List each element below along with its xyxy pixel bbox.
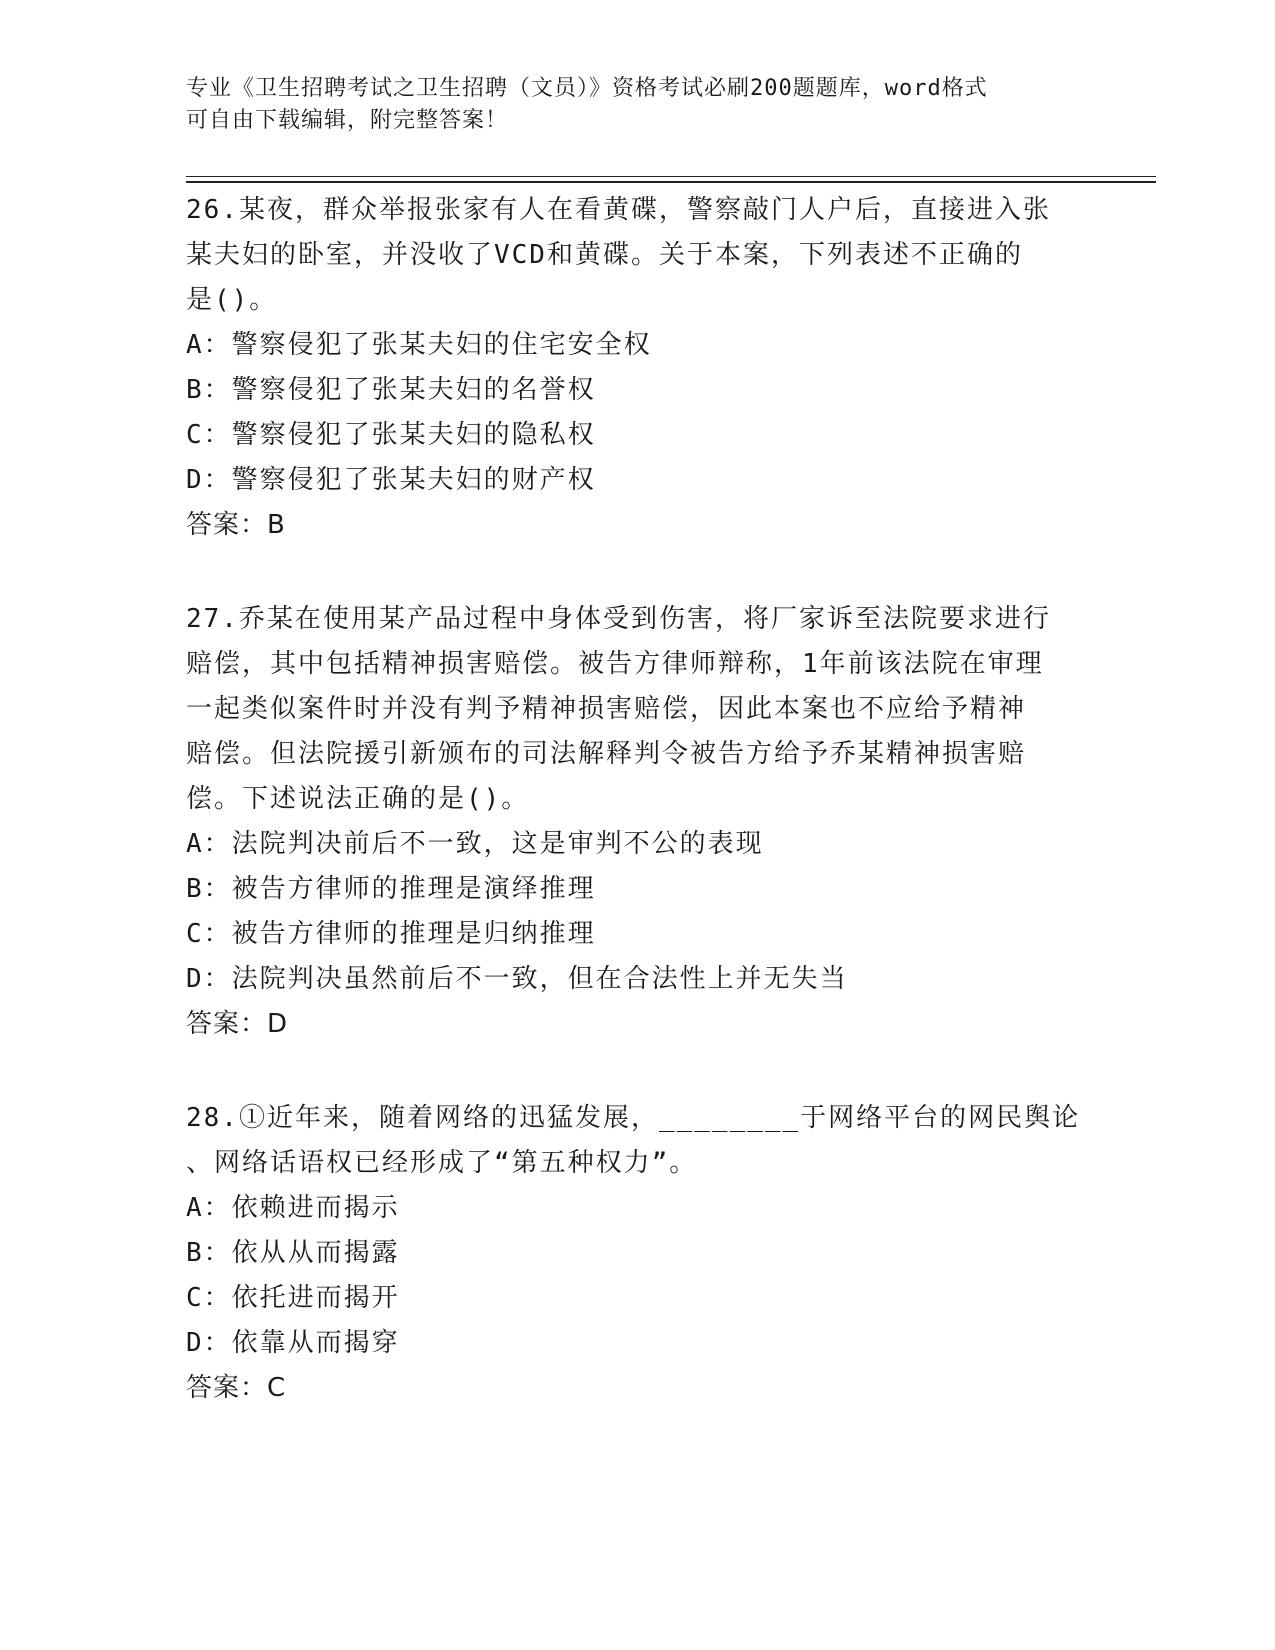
- question-stem-line: 26.某夜，群众举报张家有人在看黄碟，警察敲门人户后，直接进入张: [186, 195, 1051, 225]
- option-b: B：依从从而揭露: [186, 1238, 400, 1268]
- header-line: 专业《卫生招聘考试之卫生招聘（文员）》资格考试必刷200题题库，word格式: [186, 76, 988, 101]
- option-b: B：警察侵犯了张某夫妇的名誉权: [186, 375, 596, 405]
- question-stem-line: 某夫妇的卧室，并没收了VCD和黄碟。关于本案，下列表述不正确的: [186, 240, 1023, 270]
- answer-line: 答案：C: [186, 1373, 287, 1403]
- question-27: [186, 597, 1086, 1047]
- option-d: D：法院判决虽然前后不一致，但在合法性上并无失当: [186, 964, 848, 994]
- question-stem-line: 赔偿，其中包括精神损害赔偿。被告方律师辩称，1年前该法院在审理: [186, 649, 1044, 679]
- question-stem-line: 28.①近年来，随着网络的迅猛发展，________于网络平台的网民舆论: [186, 1103, 1081, 1133]
- option-c: C：警察侵犯了张某夫妇的隐私权: [186, 420, 596, 450]
- header-line: 可自由下载编辑，附完整答案！: [186, 108, 509, 133]
- question-28: [186, 1096, 1086, 1411]
- header-divider: [186, 181, 1156, 183]
- option-c: C：依托进而揭开: [186, 1283, 400, 1313]
- question-stem-line: 一起类似案件时并没有判予精神损害赔偿，因此本案也不应给予精神: [186, 694, 1027, 724]
- question-stem-line: 是()。: [186, 285, 278, 315]
- question-stem-line: 赔偿。但法院援引新颁布的司法解释判令被告方给予乔某精神损害赔: [186, 739, 1027, 769]
- answer-line: 答案：D: [186, 1009, 289, 1039]
- question-26: [186, 188, 1086, 548]
- option-a: A：依赖进而揭示: [186, 1193, 400, 1223]
- question-stem-line: 27.乔某在使用某产品过程中身体受到伤害，将厂家诉至法院要求进行: [186, 604, 1051, 634]
- document-header: [186, 73, 1066, 137]
- answer-line: 答案：B: [186, 510, 286, 540]
- option-a: A：法院判决前后不一致，这是审判不公的表现: [186, 829, 764, 859]
- option-c: C：被告方律师的推理是归纳推理: [186, 919, 596, 949]
- question-stem-line: 、网络话语权已经形成了“第五种权力”。: [186, 1148, 698, 1178]
- option-b: B：被告方律师的推理是演绎推理: [186, 874, 596, 904]
- option-a: A：警察侵犯了张某夫妇的住宅安全权: [186, 330, 652, 360]
- option-d: D：依靠从而揭穿: [186, 1328, 400, 1358]
- option-d: D：警察侵犯了张某夫妇的财产权: [186, 465, 596, 495]
- question-stem-line: 偿。下述说法正确的是()。: [186, 784, 530, 814]
- header-divider: [186, 176, 1156, 177]
